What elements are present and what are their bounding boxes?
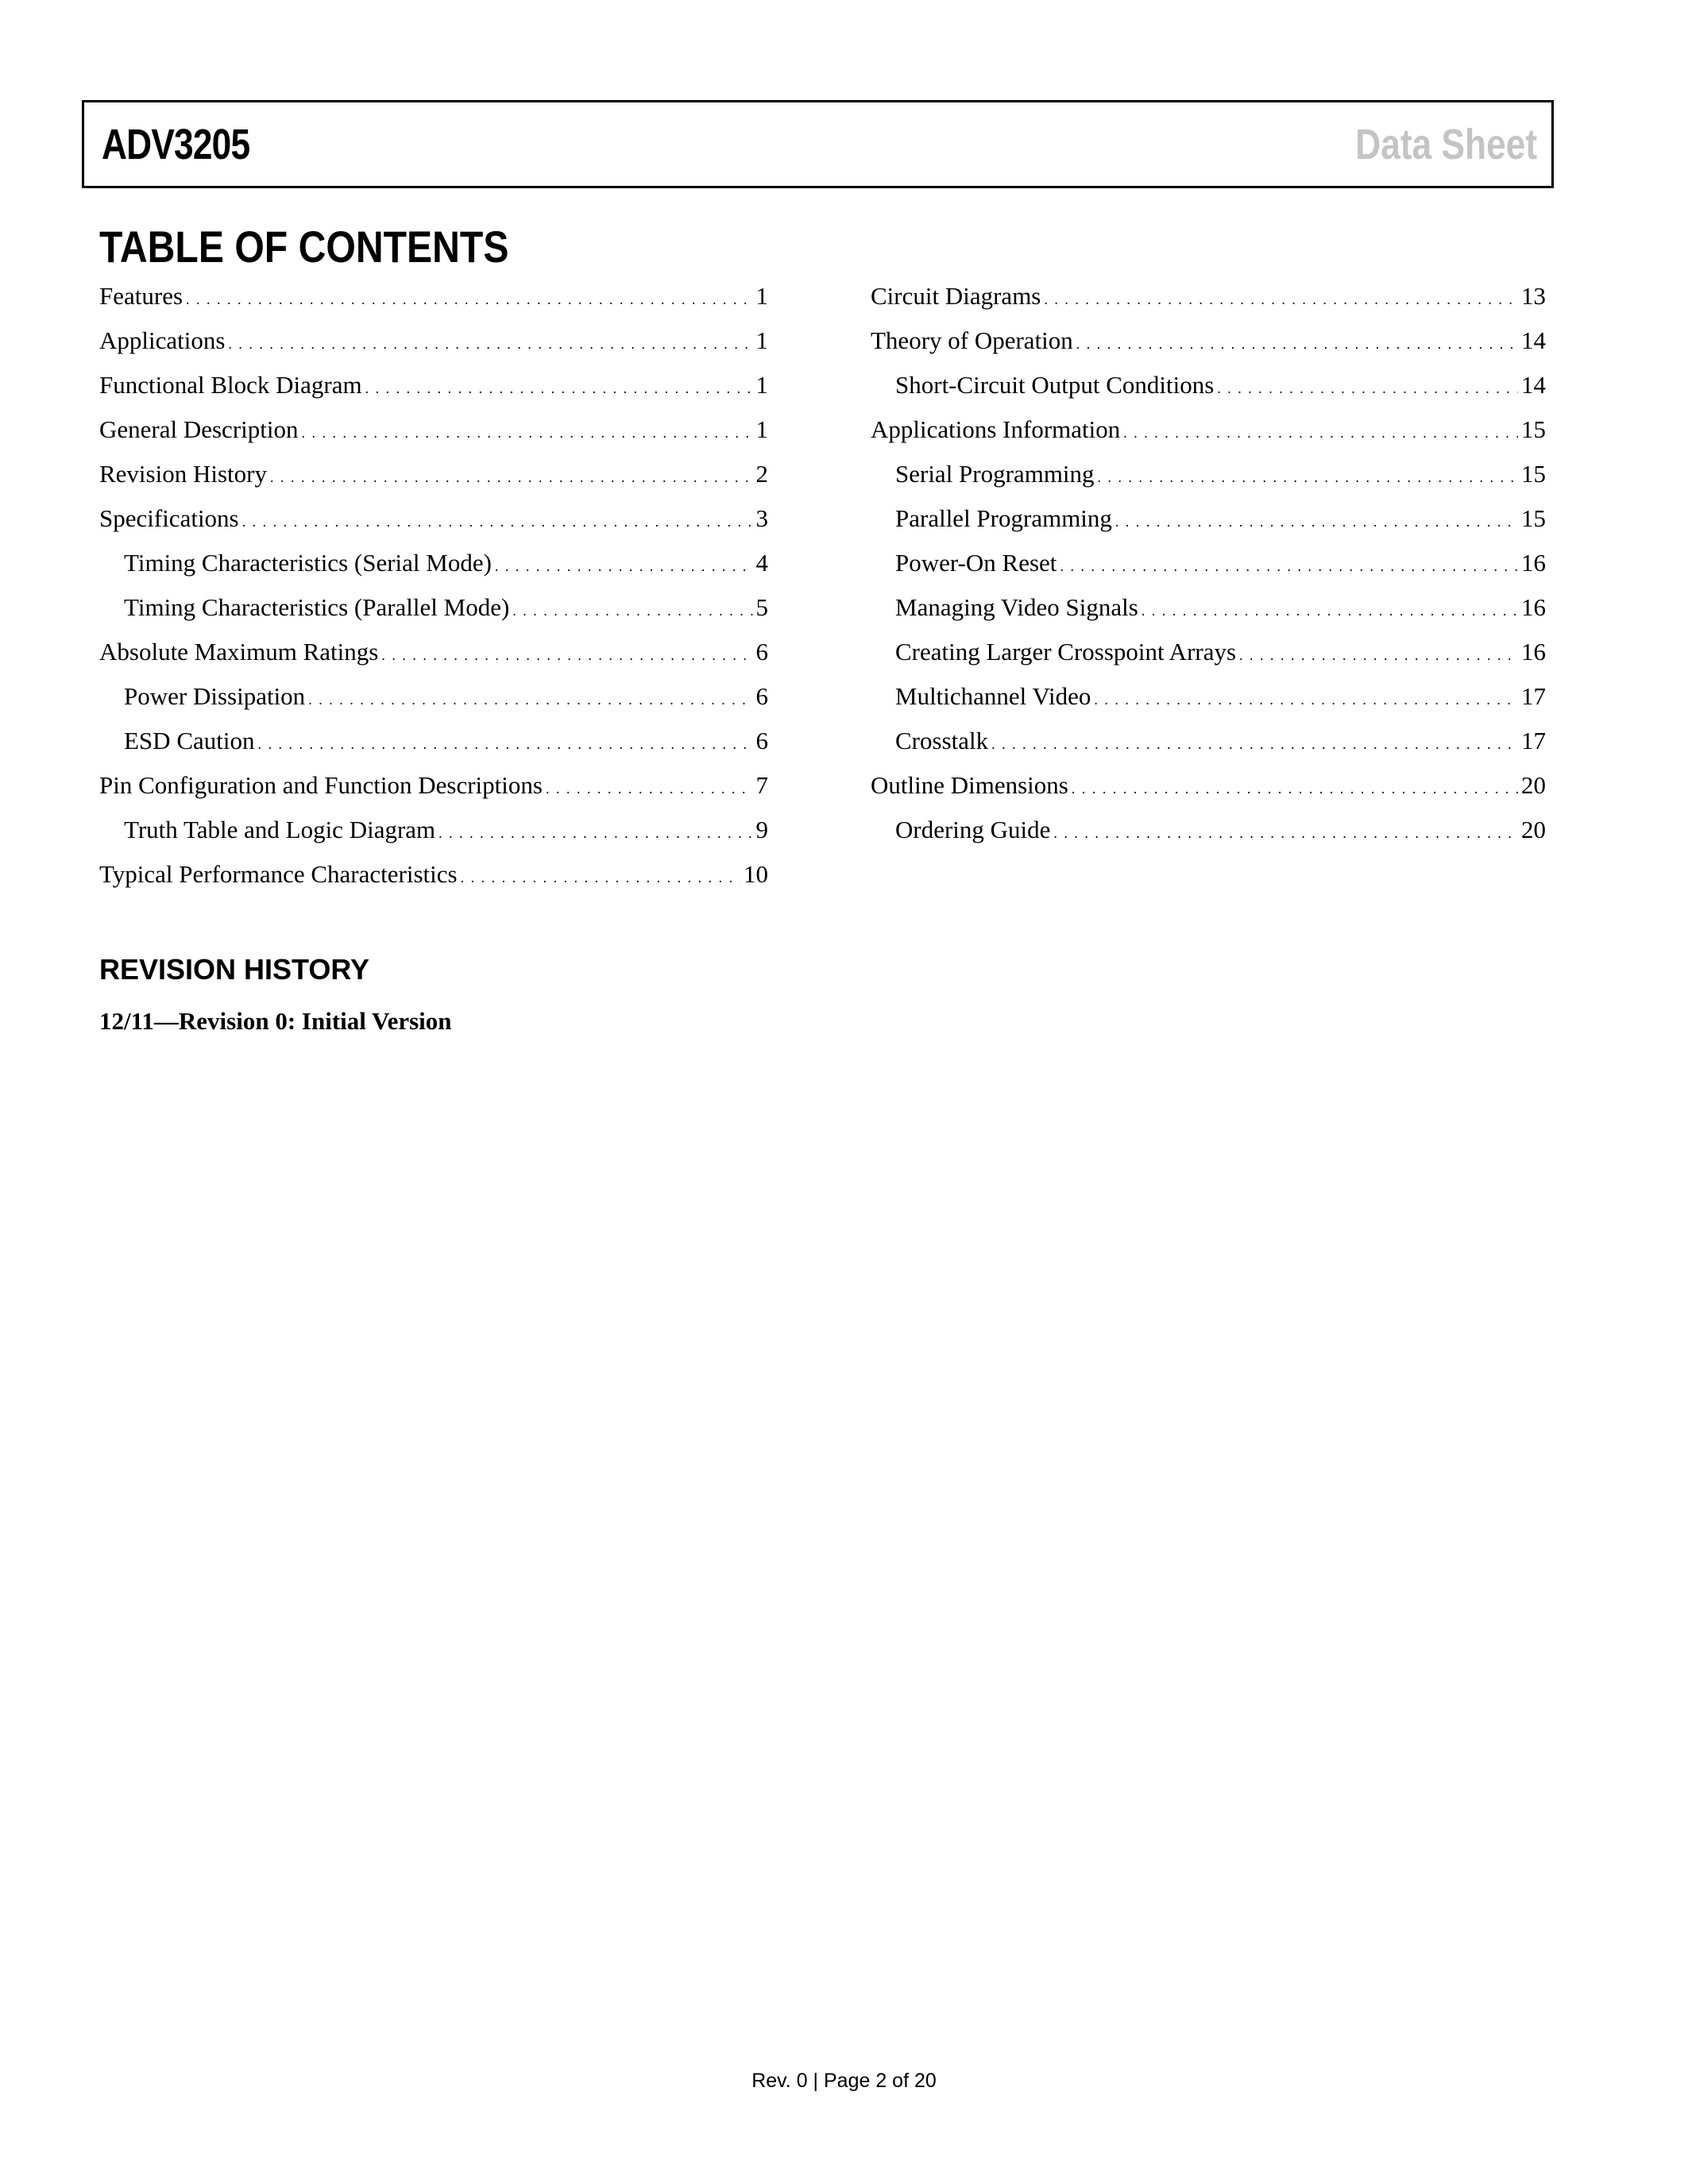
- toc-entry-label: Outline Dimensions: [871, 771, 1068, 799]
- toc-entry[interactable]: [99, 808, 768, 852]
- toc-leader-dots: [991, 722, 1518, 766]
- toc-entry-label: Serial Programming: [895, 460, 1095, 488]
- toc-entry-label: Managing Video Signals: [895, 593, 1138, 621]
- toc-entry[interactable]: [99, 274, 768, 318]
- toc-entry-page: 1: [755, 415, 768, 443]
- toc-entry[interactable]: [99, 630, 768, 674]
- toc-entry-page: 1: [755, 326, 768, 354]
- toc-entry-page: 20: [1521, 771, 1546, 799]
- document-type: Data Sheet: [1355, 121, 1537, 168]
- toc-leader-dots: [1060, 544, 1518, 588]
- document-id: ADV3205: [102, 121, 250, 168]
- toc-entry-label: Applications: [99, 326, 226, 354]
- toc-entry[interactable]: [99, 674, 768, 719]
- toc-entry-page: 6: [755, 638, 768, 666]
- header-box: [82, 100, 1554, 188]
- toc-leader-dots: [461, 855, 740, 900]
- toc-entry-page: 6: [755, 682, 768, 710]
- toc-entry-label: Timing Characteristics (Serial Mode): [124, 549, 492, 577]
- revision-history-heading: REVISION HISTORY: [99, 953, 370, 986]
- toc-entry[interactable]: [871, 808, 1546, 852]
- toc-entry-label: Applications Information: [871, 415, 1121, 443]
- toc-entry-label: Features: [99, 282, 183, 310]
- toc-leader-dots: [1239, 633, 1518, 677]
- toc-leader-dots: [186, 277, 752, 322]
- toc-entry-page: 6: [755, 727, 768, 754]
- toc-entry-label: Absolute Maximum Ratings: [99, 638, 379, 666]
- toc-entry[interactable]: [871, 496, 1546, 541]
- toc-leader-dots: [1072, 766, 1518, 811]
- toc-entry-label: Parallel Programming: [895, 504, 1112, 532]
- toc-entry[interactable]: [99, 852, 768, 897]
- toc-entry[interactable]: [99, 452, 768, 496]
- toc-entry-label: Truth Table and Logic Diagram: [124, 816, 436, 843]
- toc-leader-dots: [381, 633, 752, 677]
- toc-leader-dots: [512, 588, 752, 633]
- toc-entry[interactable]: [99, 407, 768, 452]
- toc-entry-page: 1: [755, 371, 768, 399]
- toc-entry[interactable]: [871, 630, 1546, 674]
- toc-entry-page: 15: [1521, 504, 1546, 532]
- toc-entry-page: 17: [1521, 682, 1546, 710]
- toc-leader-dots: [1123, 411, 1518, 455]
- toc-entry-page: 5: [755, 593, 768, 621]
- toc-entry-label: Ordering Guide: [895, 816, 1051, 843]
- toc-entry-label: General Description: [99, 415, 299, 443]
- toc-entry-page: 16: [1521, 593, 1546, 621]
- toc-entry-page: 20: [1521, 816, 1546, 843]
- toc-entry-label: Power-On Reset: [895, 549, 1057, 577]
- toc-entry-page: 16: [1521, 638, 1546, 666]
- toc-entry[interactable]: [871, 318, 1546, 363]
- toc-entry-page: 9: [755, 816, 768, 843]
- toc-entry-label: Circuit Diagrams: [871, 282, 1041, 310]
- toc-entry[interactable]: [871, 452, 1546, 496]
- toc-left-column: [99, 274, 768, 897]
- toc-leader-dots: [1076, 322, 1518, 366]
- toc-entry-page: 2: [755, 460, 768, 488]
- toc-entry-label: Pin Configuration and Function Descriptions: [99, 771, 543, 799]
- toc-entry-page: 4: [755, 549, 768, 577]
- toc-entry[interactable]: [871, 719, 1546, 763]
- toc-entry-page: 17: [1521, 727, 1546, 754]
- toc-entry-page: 1: [755, 282, 768, 310]
- toc-entry-page: 16: [1521, 549, 1546, 577]
- toc-entry-label: Crosstalk: [895, 727, 989, 754]
- toc-leader-dots: [1141, 588, 1518, 633]
- toc-entry-page: 14: [1521, 326, 1546, 354]
- toc-entry-label: Functional Block Diagram: [99, 371, 362, 399]
- toc-entry-label: Specifications: [99, 504, 239, 532]
- toc-entry[interactable]: [99, 585, 768, 630]
- toc-entry[interactable]: [871, 585, 1546, 630]
- toc-leader-dots: [495, 544, 753, 588]
- toc-entry[interactable]: [99, 719, 768, 763]
- toc-leader-dots: [1053, 811, 1518, 855]
- toc-leader-dots: [546, 766, 753, 811]
- toc-leader-dots: [242, 500, 753, 544]
- toc-entry-label: Typical Performance Characteristics: [99, 860, 458, 888]
- toc-entry[interactable]: [99, 541, 768, 585]
- toc-leader-dots: [1044, 277, 1518, 322]
- toc-leader-dots: [228, 322, 752, 366]
- toc-leader-dots: [1098, 455, 1518, 500]
- toc-leader-dots: [301, 411, 752, 455]
- toc-entry-label: Multichannel Video: [895, 682, 1091, 710]
- toc-leader-dots: [365, 366, 753, 411]
- toc-entry-label: Short-Circuit Output Conditions: [895, 371, 1215, 399]
- toc-leader-dots: [308, 677, 752, 722]
- toc-leader-dots: [438, 811, 752, 855]
- toc-entry-page: 15: [1521, 460, 1546, 488]
- toc-entry-label: ESD Caution: [124, 727, 255, 754]
- toc-entry[interactable]: [99, 763, 768, 808]
- toc-leader-dots: [270, 455, 753, 500]
- toc-entry-label: Power Dissipation: [124, 682, 306, 710]
- toc-entry-label: Revision History: [99, 460, 267, 488]
- toc-entry-page: 10: [744, 860, 768, 888]
- toc-entry[interactable]: [871, 363, 1546, 407]
- toc-entry[interactable]: [871, 763, 1546, 808]
- toc-entry-label: Creating Larger Crosspoint Arrays: [895, 638, 1237, 666]
- revision-entry: 12/11—Revision 0: Initial Version: [99, 1007, 452, 1035]
- toc-title: TABLE OF CONTENTS: [99, 222, 509, 272]
- page-footer: Rev. 0 | Page 2 of 20: [751, 2070, 937, 2092]
- toc-entry[interactable]: [871, 407, 1546, 452]
- toc-entry-page: 7: [755, 771, 768, 799]
- toc-entry[interactable]: [99, 363, 768, 407]
- toc-leader-dots: [257, 722, 752, 766]
- toc-leader-dots: [1094, 677, 1518, 722]
- toc-entry[interactable]: [99, 318, 768, 363]
- toc-leader-dots: [1115, 500, 1518, 544]
- toc-entry-page: 3: [755, 504, 768, 532]
- toc-entry-page: 15: [1521, 415, 1546, 443]
- toc-entry-page: 14: [1521, 371, 1546, 399]
- toc-leader-dots: [1217, 366, 1518, 411]
- toc-entry[interactable]: [871, 541, 1546, 585]
- toc-entry[interactable]: [99, 496, 768, 541]
- toc-entry-page: 13: [1521, 282, 1546, 310]
- toc-entry-label: Theory of Operation: [871, 326, 1073, 354]
- toc-right-column: [871, 274, 1546, 852]
- toc-entry[interactable]: [871, 674, 1546, 719]
- toc-entry-label: Timing Characteristics (Parallel Mode): [124, 593, 510, 621]
- toc-entry[interactable]: [871, 274, 1546, 318]
